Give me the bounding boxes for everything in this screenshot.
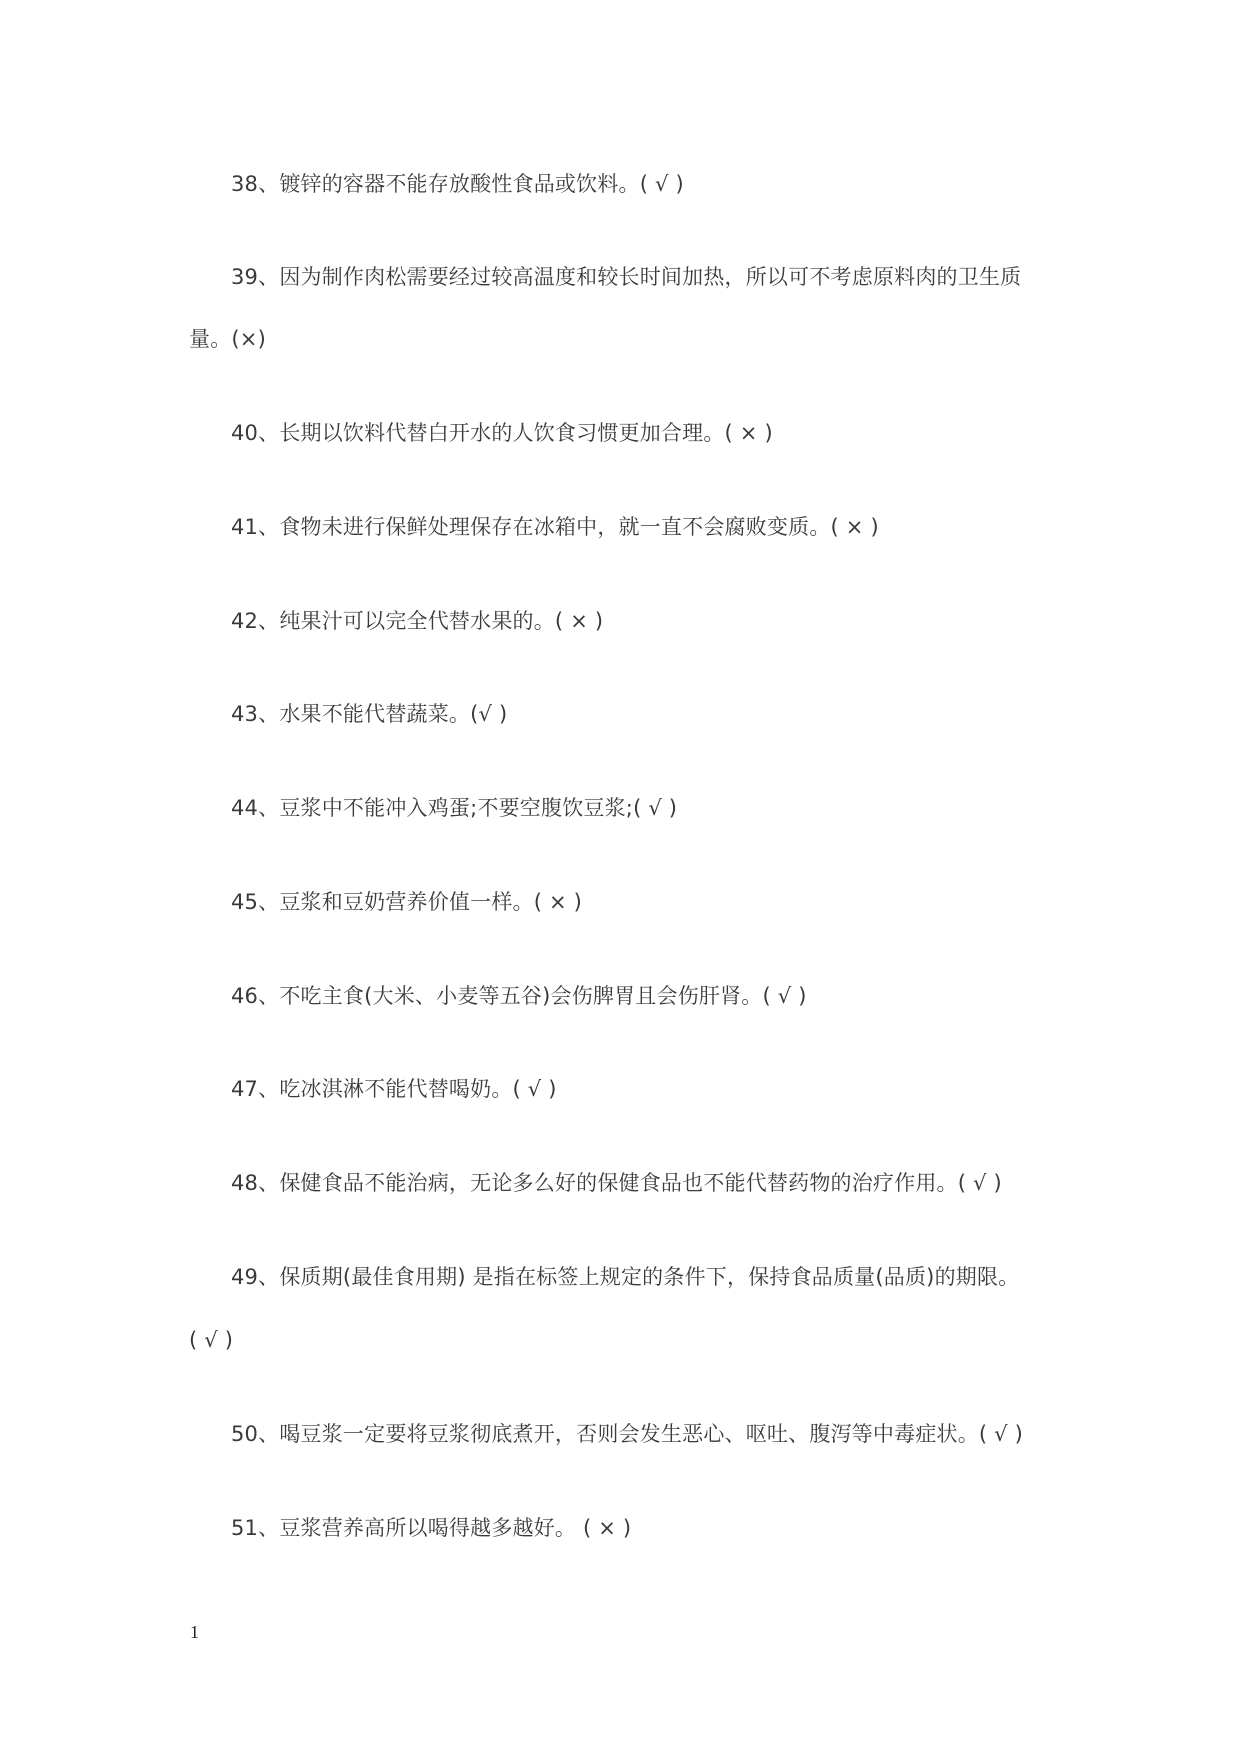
item-39-continuation: 量。(×) — [189, 327, 266, 351]
item-49: 49、保质期(最佳食用期) 是指在标签上规定的条件下，保持食品质量(品质)的期限。 — [231, 1265, 1020, 1289]
item-45: 45、豆浆和豆奶营养价值一样。( × ) — [231, 890, 583, 914]
item-41: 41、食物未进行保鲜处理保存在冰箱中，就一直不会腐败变质。( × ) — [231, 515, 879, 539]
item-43: 43、水果不能代替蔬菜。(√ ) — [231, 702, 508, 726]
item-50: 50、喝豆浆一定要将豆浆彻底煮开，否则会发生恶心、呕吐、腹泻等中毒症状。( √ ) — [231, 1422, 1024, 1446]
page-number: 1 — [190, 1622, 199, 1642]
item-47: 47、吃冰淇淋不能代替喝奶。( √ ) — [231, 1077, 557, 1101]
item-51: 51、豆浆营养高所以喝得越多越好。 ( × ) — [231, 1516, 632, 1540]
item-38: 38、镀锌的容器不能存放酸性食品或饮料。( √ ) — [231, 172, 684, 196]
item-49-continuation: ( √ ) — [189, 1328, 234, 1352]
item-48: 48、保健食品不能治病，无论多么好的保健食品也不能代替药物的治疗作用。( √ ) — [231, 1171, 1002, 1195]
item-39: 39、因为制作肉松需要经过较高温度和较长时间加热，所以可不考虑原料肉的卫生质 — [231, 265, 1022, 289]
item-42: 42、纯果汁可以完全代替水果的。( × ) — [231, 609, 604, 633]
item-40: 40、长期以饮料代替白开水的人饮食习惯更加合理。( × ) — [231, 421, 773, 445]
item-46: 46、不吃主食(大米、小麦等五谷)会伤脾胃且会伤肝肾。( √ ) — [231, 984, 807, 1008]
item-44: 44、豆浆中不能冲入鸡蛋;不要空腹饮豆浆;( √ ) — [231, 796, 678, 820]
